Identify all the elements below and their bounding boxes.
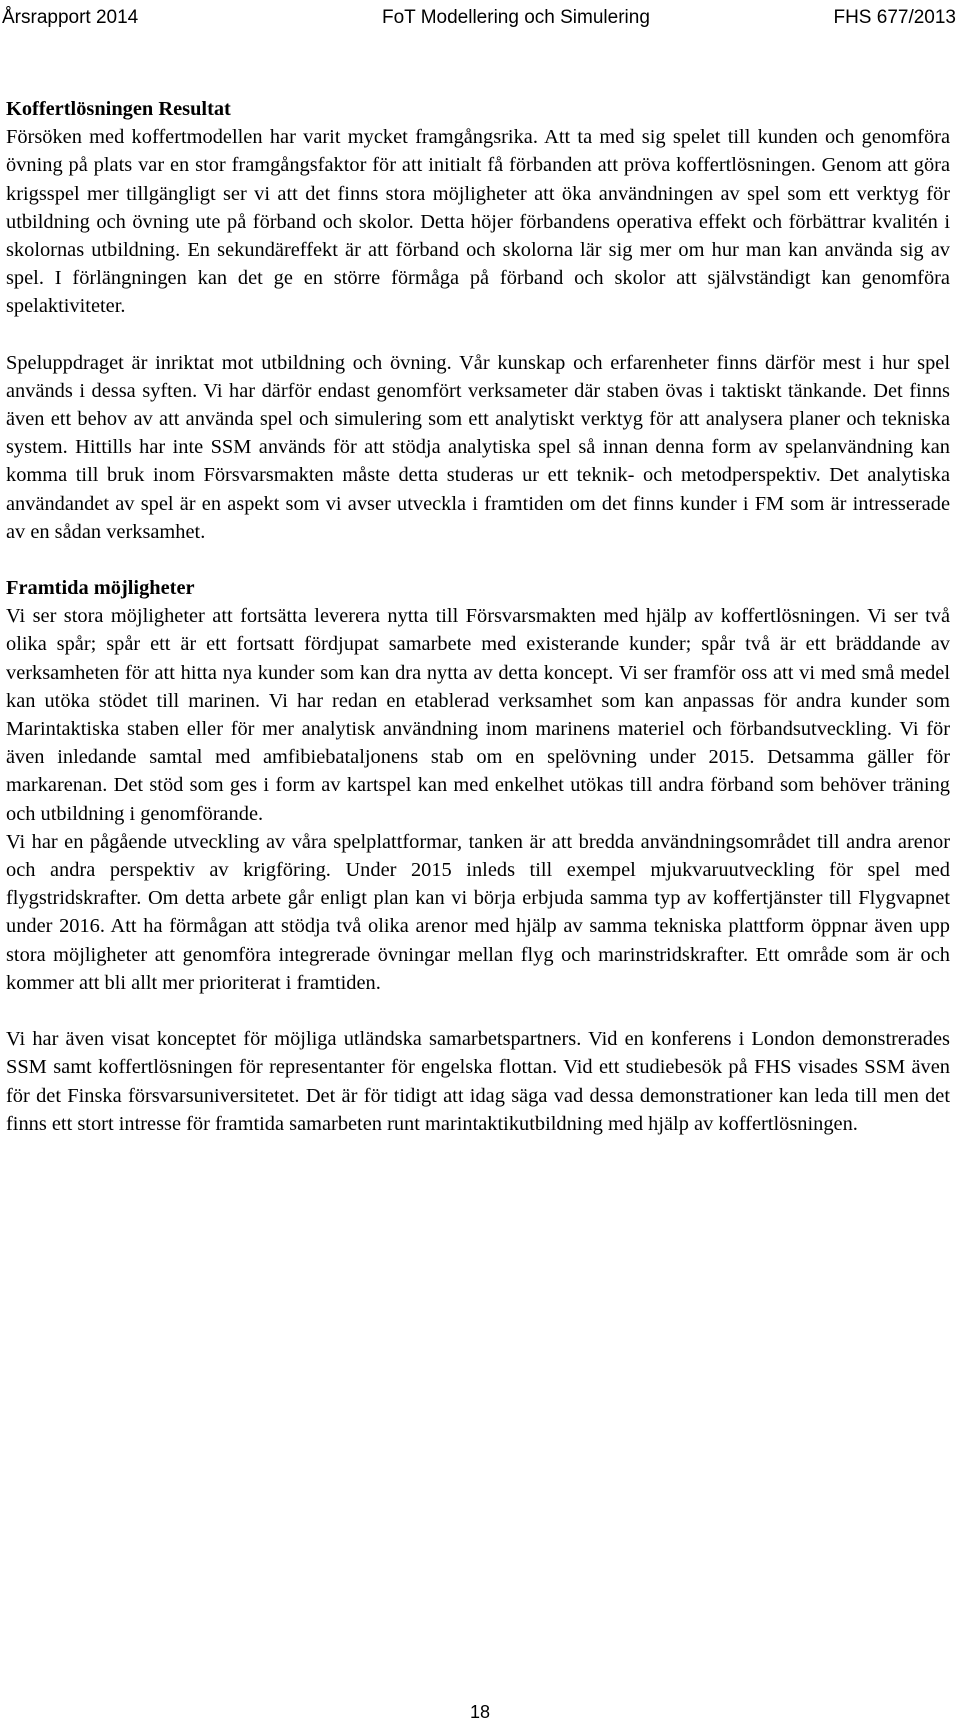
paragraph-spacer [6, 546, 950, 574]
paragraph: Speluppdraget är inriktat mot utbildning och övning. Vår kunskap och erfarenheter finns därför mest i hur spel används i dessa syften. Vi har därför endast genomfört verksameter där staben övas i taktiskt tänkande. Det finns även ett behov av att använda spel och simulering som ett analytiskt verktyg för att analysera planer och tekniska system. Hittills har inte SSM används för att stödja analytiska spel så innan denna form av spelanvändning kan komma till bruk inom Försvarsmakten måste detta studeras ur ett teknik- och metodperspektiv. Det analytiska användandet av spel är en aspekt som vi avser utveckla i framtiden om det finns kunder i FM som är intresserade av en sådan verksamhet. [6, 351, 950, 543]
paragraph-spacer [6, 321, 950, 349]
page-number: 18 [469, 1702, 491, 1722]
header-project-title: FoT Modellering och Simulering [382, 7, 650, 28]
paragraph: Vi ser stora möjligheter att fortsätta leverera nytta till Försvarsmakten med hjälp av koffertlösningen. Vi ser två olika spår; spår ett är ett fortsatt fördjupat samarbete med existerande kunder; spår två är ett bräddande av verksamheten för att hitta nya kunder som kan dra nytta av detta koncept. Vi ser framför oss att vi med små medel kan utöka stödet till marinen. Vi har redan en etablerad verksamhet som kan anpassas för andra kunder som Marintaktiska staben eller för mer analytisk användning inom marinens materiel och förbandsutveckling. Vi för även inledande samtal med amfibiebataljonens stab om en spelövning under 2015. Detsamma gäller för markarenan. Det stöd som ges i form av kartspel kan med enkelhet utökas till andra förband som behöver träning och utbildning i genomförande. [6, 605, 950, 825]
paragraph: Försöken med koffertmodellen har varit mycket framgångsrika. Att ta med sig spelet till kunden och genomföra övning på plats var en stor framgångsfaktor för att initialt få förbanden att pröva koffertlösningen. Genom att göra krigsspel mer tillgängligt ser vi att det finns stora möjligheter att öka användningen av spel som ett verktyg för utbildning och övning ute på förband och skolor. Detta höjer förbandens operativa effekt och förbättrar kvalitén i skolornas utbildning. En sekundäreffekt är att förband och skolorna lär sig mer om hur man kan använda sig av spel. I förlängningen kan det ge en större förmåga på förband och skolor att självständigt kan genomföra spelaktiviteter. [6, 126, 950, 318]
header-report-title: Årsrapport 2014 [2, 7, 139, 28]
paragraph: Vi har även visat konceptet för möjliga utländska samarbetspartners. Vid en konferens i London demonstrerades SSM samt koffertlösningen för representanter för engelska flottan. Vid ett studiebesök på FHS visades SSM även för det Finska försvarsuniversitetet. Det är för tidigt att idag säga vad dessa demonstrationer kan leda till men det finns ett stort intresse för framtida samarbeten runt marintaktikutbildning med hjälp av koffertlösningen. [6, 1028, 950, 1135]
document-body [6, 95, 950, 1138]
paragraph: Vi har en pågående utveckling av våra spelplattformar, tanken är att bredda användningsområdet till andra arenor och andra perspektiv av krigföring. Under 2015 inleds till exempel mjukvaruutveckling för spel med flygstridskrafter. Om detta arbete går enligt plan kan vi börja erbjuda samma typ av koffertjänster till Flygvapnet under 2016. Att ha förmågan att stödja två olika arenor med hjälp av samma tekniska plattform öppnar även upp stora möjligheter att genomföra integrerade övningar mellan flyg och marinstridskrafter. Ett område som är och kommer att bli allt mer prioriterat i framtiden. [6, 830, 950, 994]
section-heading-framtida: Framtida möjligheter [6, 577, 195, 600]
section-heading-resultat: Koffertlösningen Resultat [6, 98, 231, 120]
header-reference-number: FHS 677/2013 [833, 7, 956, 28]
paragraph-spacer [6, 997, 950, 1025]
page-header [0, 0, 960, 36]
